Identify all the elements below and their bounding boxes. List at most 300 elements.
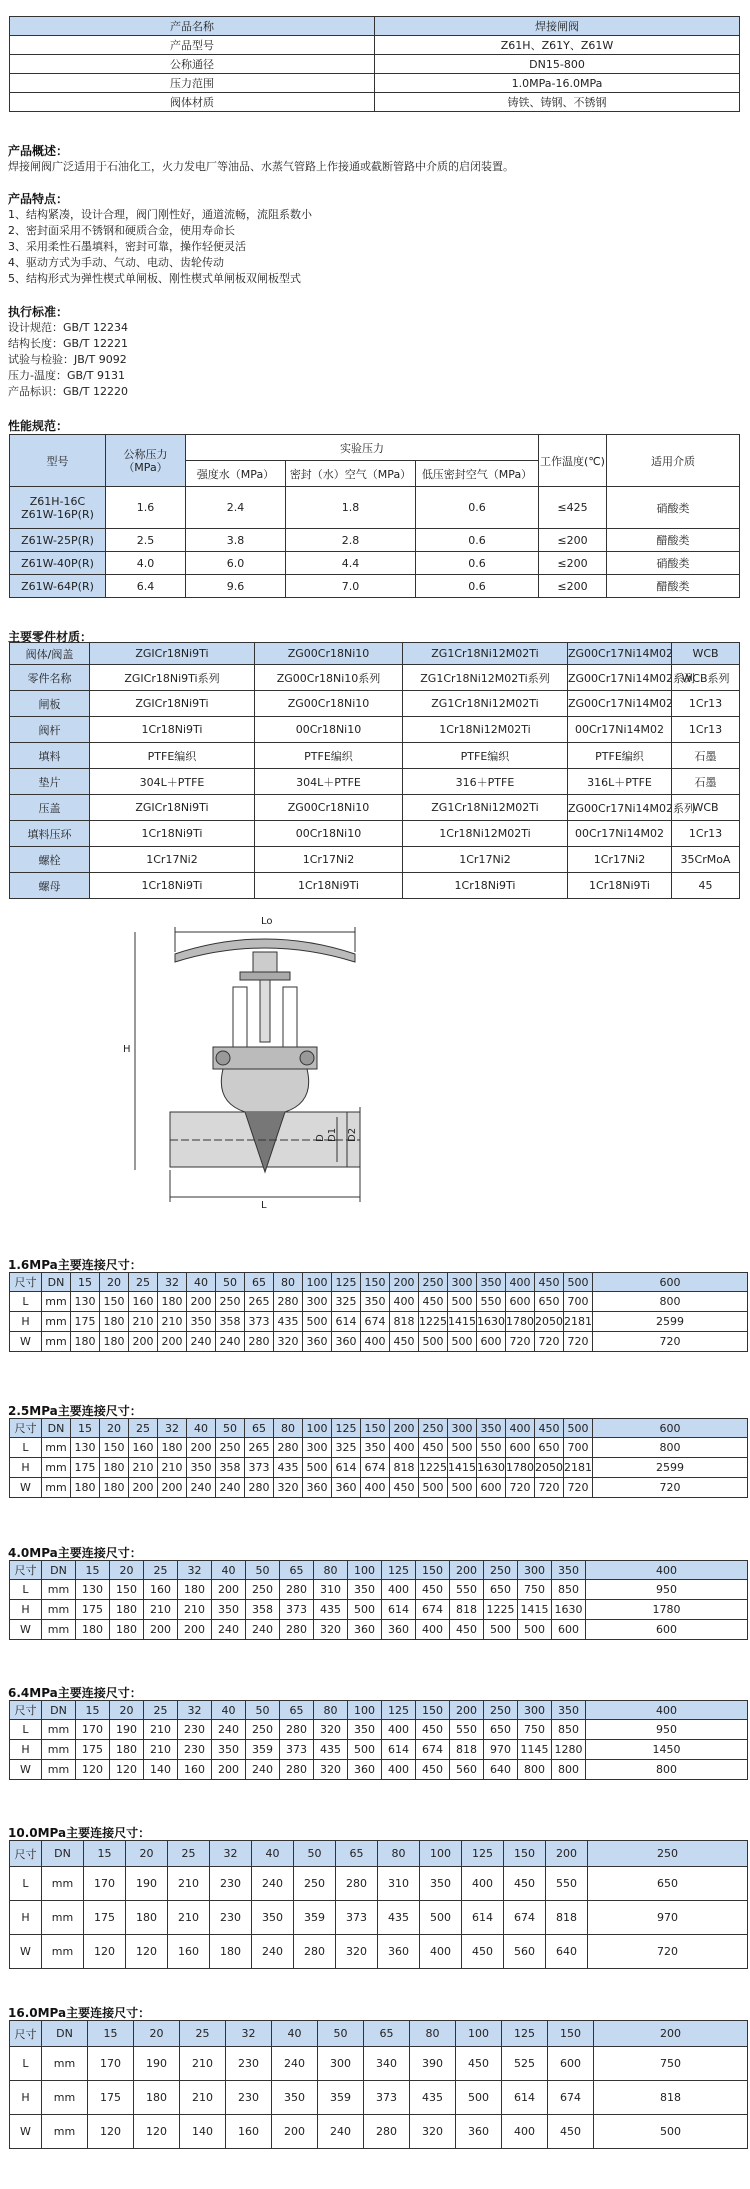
perf-cell: 硝酸类 bbox=[607, 487, 740, 529]
standard-item: 设计规范：GB/T 12234 bbox=[8, 321, 128, 334]
overview-section bbox=[8, 142, 738, 175]
dims-cell: 818 bbox=[594, 2081, 748, 2115]
dims-cell: 2181 bbox=[564, 1312, 593, 1332]
dims-row bbox=[10, 1312, 748, 1332]
dims-cell: 265 bbox=[245, 1438, 274, 1458]
dims-cell: 600 bbox=[586, 1620, 748, 1640]
dims-header-cell: 500 bbox=[564, 1273, 593, 1292]
perf-header-pn: 公称压力（MPa） bbox=[106, 435, 186, 487]
perf-model bbox=[10, 487, 106, 529]
dims-cell: 800 bbox=[586, 1760, 748, 1780]
dims-cell: mm bbox=[42, 1867, 84, 1901]
materials-cell: 1Cr17Ni2 bbox=[568, 847, 672, 873]
dims-cell: 720 bbox=[588, 1935, 748, 1969]
dims-cell: 435 bbox=[410, 2081, 456, 2115]
perf-cell: 0.6 bbox=[416, 552, 539, 575]
dims-cell: 1415 bbox=[518, 1600, 552, 1620]
standard-item: 产品标识：GB/T 12220 bbox=[8, 385, 128, 398]
dims-header-cell: 尺寸 bbox=[10, 2021, 42, 2047]
perf-cell: 6.4 bbox=[106, 575, 186, 598]
dims-row bbox=[10, 1580, 748, 1600]
materials-row bbox=[10, 691, 740, 717]
dims-header-cell: 80 bbox=[274, 1419, 303, 1438]
dims-cell: 180 bbox=[71, 1332, 100, 1352]
dims-cell: 180 bbox=[158, 1292, 187, 1312]
dims-cell: 500 bbox=[420, 1901, 462, 1935]
dims-cell: 525 bbox=[502, 2047, 548, 2081]
dims-cell: mm bbox=[42, 1292, 71, 1312]
drawing-label: D2 bbox=[347, 1127, 358, 1142]
dims-cell: 400 bbox=[420, 1935, 462, 1969]
dims-cell: 500 bbox=[448, 1478, 477, 1498]
dims-cell: 674 bbox=[548, 2081, 594, 2115]
dims-cell: 280 bbox=[245, 1478, 274, 1498]
dims-cell: 360 bbox=[332, 1332, 361, 1352]
dims-header-cell: 125 bbox=[332, 1273, 361, 1292]
feature-item: 1、结构紧凑，设计合理，阀门刚性好，通道流畅，流阻系数小 bbox=[8, 208, 312, 221]
perf-cell: 2.5 bbox=[106, 529, 186, 552]
materials-cell: 石墨 bbox=[672, 769, 740, 795]
dims-cell: 600 bbox=[548, 2047, 594, 2081]
dims-cell: 950 bbox=[586, 1580, 748, 1600]
standard-item: 结构长度：GB/T 12221 bbox=[8, 337, 128, 350]
dims-header-cell: 100 bbox=[348, 1701, 382, 1720]
dims-cell: 200 bbox=[212, 1760, 246, 1780]
dims-cell: 550 bbox=[450, 1720, 484, 1740]
dims-cell: 120 bbox=[76, 1760, 110, 1780]
dims-cell: 180 bbox=[110, 1620, 144, 1640]
dims-cell: 200 bbox=[178, 1620, 212, 1640]
dims-row bbox=[10, 1438, 748, 1458]
materials-cell: PTFE编织 bbox=[403, 743, 568, 769]
dims-cell: 320 bbox=[314, 1760, 348, 1780]
dims-cell: 400 bbox=[382, 1580, 416, 1600]
dims-header-cell: 50 bbox=[294, 1841, 336, 1867]
dims-cell: 550 bbox=[450, 1580, 484, 1600]
dims-cell: 180 bbox=[134, 2081, 180, 2115]
dims-cell: 970 bbox=[484, 1740, 518, 1760]
dims-cell: 950 bbox=[586, 1720, 748, 1740]
dims-cell: 130 bbox=[71, 1438, 100, 1458]
dims-cell: 210 bbox=[168, 1867, 210, 1901]
summary-row bbox=[10, 74, 740, 93]
dims-cell: L bbox=[10, 2047, 42, 2081]
dims-header-cell: 65 bbox=[280, 1561, 314, 1580]
overview-title: 产品概述： bbox=[8, 144, 69, 158]
materials-cell: 1Cr17Ni2 bbox=[255, 847, 403, 873]
dims-cell: 280 bbox=[364, 2115, 410, 2149]
summary-row bbox=[10, 55, 740, 74]
dims-cell: 210 bbox=[180, 2047, 226, 2081]
materials-part: 闸板 bbox=[10, 691, 90, 717]
dims-header-cell: 25 bbox=[144, 1701, 178, 1720]
dims-cell: 614 bbox=[382, 1740, 416, 1760]
dims-header-cell: 40 bbox=[212, 1561, 246, 1580]
dims-cell: 210 bbox=[144, 1740, 178, 1760]
dims-cell: 230 bbox=[210, 1901, 252, 1935]
dims-header-cell: 80 bbox=[274, 1273, 303, 1292]
dims-header-cell: 15 bbox=[84, 1841, 126, 1867]
dims-cell: 450 bbox=[548, 2115, 594, 2149]
dims-cell: 320 bbox=[336, 1935, 378, 1969]
dims-cell: 1225 bbox=[419, 1312, 448, 1332]
dims-cell: 190 bbox=[134, 2047, 180, 2081]
dims-cell: 280 bbox=[280, 1620, 314, 1640]
dims-title: 2.5MPa主要连接尺寸： bbox=[8, 1404, 142, 1418]
dims-header-cell: 25 bbox=[180, 2021, 226, 2047]
dims-cell: 240 bbox=[252, 1935, 294, 1969]
dims-cell: 180 bbox=[158, 1438, 187, 1458]
dims-cell: 350 bbox=[212, 1740, 246, 1760]
dims-cell: mm bbox=[42, 1458, 71, 1478]
dims-cell: 450 bbox=[416, 1720, 450, 1740]
summary-header-cell: 焊接闸阀 bbox=[375, 17, 740, 36]
dims-cell: H bbox=[10, 1600, 42, 1620]
perf-cell: 0.6 bbox=[416, 529, 539, 552]
dims-cell: 400 bbox=[416, 1620, 450, 1640]
dims-cell: 674 bbox=[504, 1901, 546, 1935]
perf-cell: 硝酸类 bbox=[607, 552, 740, 575]
dims-header-cell: 450 bbox=[535, 1273, 564, 1292]
dims-cell: 2050 bbox=[535, 1458, 564, 1478]
dims-cell: 230 bbox=[178, 1720, 212, 1740]
dims-cell: 450 bbox=[416, 1580, 450, 1600]
materials-row bbox=[10, 821, 740, 847]
overview-text: 焊接闸阀广泛适用于石油化工，火力发电厂等油品、水蒸气管路上作接通或截断管路中介质的启闭装置。 bbox=[8, 160, 514, 173]
dims-cell: 200 bbox=[158, 1478, 187, 1498]
dims-cell: 210 bbox=[180, 2081, 226, 2115]
perf-row bbox=[10, 552, 740, 575]
dims-cell: 175 bbox=[76, 1740, 110, 1760]
dims-header-cell: 200 bbox=[450, 1701, 484, 1720]
dims-cell: 800 bbox=[593, 1438, 748, 1458]
perf-model bbox=[10, 529, 106, 552]
dims-cell: 674 bbox=[416, 1740, 450, 1760]
dims-table bbox=[9, 1840, 748, 1969]
dims-header-cell: 32 bbox=[178, 1561, 212, 1580]
materials-cell: ZG00Cr18Ni10系列 bbox=[255, 665, 403, 691]
dims-cell: 560 bbox=[450, 1760, 484, 1780]
dims-cell: 800 bbox=[518, 1760, 552, 1780]
perf-cell: 醋酸类 bbox=[607, 575, 740, 598]
dims-cell: 614 bbox=[382, 1600, 416, 1620]
dims-cell: 250 bbox=[216, 1438, 245, 1458]
dims-row bbox=[10, 1720, 748, 1740]
dims-cell: mm bbox=[42, 1760, 76, 1780]
dims-header-cell: 400 bbox=[586, 1561, 748, 1580]
dims-header-cell: 300 bbox=[518, 1561, 552, 1580]
dims-cell: 280 bbox=[294, 1935, 336, 1969]
dims-header-cell: 32 bbox=[158, 1273, 187, 1292]
feature-item: 4、驱动方式为手动、气动、电动、齿轮传动 bbox=[8, 256, 224, 269]
materials-cell: 304L＋PTFE bbox=[255, 769, 403, 795]
dims-cell: W bbox=[10, 1478, 42, 1498]
dims-header-cell: 200 bbox=[390, 1273, 419, 1292]
dims-cell: 720 bbox=[506, 1478, 535, 1498]
materials-part: 螺母 bbox=[10, 873, 90, 899]
dims-cell: 700 bbox=[564, 1292, 593, 1312]
dims-cell: 310 bbox=[378, 1867, 420, 1901]
dims-header-cell: 350 bbox=[477, 1273, 506, 1292]
dims-cell: 500 bbox=[594, 2115, 748, 2149]
dims-cell: 500 bbox=[518, 1620, 552, 1640]
dims-cell: 240 bbox=[212, 1620, 246, 1640]
dims-header-cell: DN bbox=[42, 1701, 76, 1720]
dims-cell: 640 bbox=[484, 1760, 518, 1780]
dims-header-cell: 25 bbox=[168, 1841, 210, 1867]
dims-header-row bbox=[10, 1841, 748, 1867]
dims-cell: 500 bbox=[448, 1332, 477, 1352]
dims-cell: 500 bbox=[484, 1620, 518, 1640]
dims-header-cell: 400 bbox=[506, 1419, 535, 1438]
materials-row bbox=[10, 743, 740, 769]
dims-cell: 180 bbox=[100, 1478, 129, 1498]
dims-header-cell: 25 bbox=[144, 1561, 178, 1580]
dims-header-cell: 250 bbox=[419, 1419, 448, 1438]
dims-cell: 400 bbox=[361, 1332, 390, 1352]
dims-header-cell: 150 bbox=[504, 1841, 546, 1867]
perf-model-line: Z61W-25P(R) bbox=[21, 533, 94, 547]
dims-header-cell: DN bbox=[42, 2021, 88, 2047]
dims-cell: 310 bbox=[314, 1580, 348, 1600]
summary-row bbox=[10, 36, 740, 55]
dims-header-cell: 125 bbox=[382, 1561, 416, 1580]
dims-cell: 140 bbox=[180, 2115, 226, 2149]
perf-model bbox=[10, 575, 106, 598]
materials-cell: 1Cr18Ni9Ti bbox=[568, 873, 672, 899]
dims-header-cell: 50 bbox=[246, 1701, 280, 1720]
dims-header-cell: 125 bbox=[462, 1841, 504, 1867]
dims-header-cell: 65 bbox=[336, 1841, 378, 1867]
dims-cell: 240 bbox=[216, 1478, 245, 1498]
materials-cell: ZG1Cr18Ni12M02Ti系列 bbox=[403, 665, 568, 691]
dims-cell: W bbox=[10, 1760, 42, 1780]
dims-cell: 359 bbox=[318, 2081, 364, 2115]
dims-header-cell: 65 bbox=[280, 1701, 314, 1720]
dims-header-cell: 100 bbox=[456, 2021, 502, 2047]
dims-table bbox=[9, 2020, 748, 2149]
perf-row bbox=[10, 487, 740, 529]
perf-cell: 9.6 bbox=[186, 575, 286, 598]
summary-label: 产品型号 bbox=[10, 36, 375, 55]
dims-header-cell: 150 bbox=[361, 1419, 390, 1438]
dims-header-cell: 150 bbox=[548, 2021, 594, 2047]
feature-item: 2、密封面采用不锈钢和硬质合金，使用寿命长 bbox=[8, 224, 235, 237]
dims-cell: 240 bbox=[187, 1478, 216, 1498]
dims-header-cell: 250 bbox=[484, 1561, 518, 1580]
dims-header-cell: 50 bbox=[216, 1419, 245, 1438]
dims-cell: 650 bbox=[484, 1580, 518, 1600]
dims-header-cell: 125 bbox=[502, 2021, 548, 2047]
dims-header-cell: 250 bbox=[588, 1841, 748, 1867]
dims-header-cell: 50 bbox=[216, 1273, 245, 1292]
dims-cell: 1415 bbox=[448, 1312, 477, 1332]
dims-cell: 360 bbox=[348, 1760, 382, 1780]
drawing-label: L bbox=[261, 1200, 267, 1211]
dims-cell: 350 bbox=[187, 1312, 216, 1332]
materials-cell: 1Cr17Ni2 bbox=[403, 847, 568, 873]
dims-header-cell: 15 bbox=[76, 1701, 110, 1720]
dims-cell: 970 bbox=[588, 1901, 748, 1935]
dims-row bbox=[10, 2115, 748, 2149]
dims-cell: L bbox=[10, 1438, 42, 1458]
dims-header-cell: DN bbox=[42, 1419, 71, 1438]
dims-cell: 180 bbox=[71, 1478, 100, 1498]
dims-cell: 650 bbox=[484, 1720, 518, 1740]
dims-cell: 500 bbox=[419, 1478, 448, 1498]
dims-cell: 230 bbox=[226, 2081, 272, 2115]
dims-row bbox=[10, 1600, 748, 1620]
materials-header-cell: WCB bbox=[672, 643, 740, 665]
dims-cell: mm bbox=[42, 1901, 84, 1935]
dims-cell: 640 bbox=[546, 1935, 588, 1969]
dims-cell: 1780 bbox=[506, 1312, 535, 1332]
dims-cell: 160 bbox=[226, 2115, 272, 2149]
dims-cell: 350 bbox=[252, 1901, 294, 1935]
dims-cell: 250 bbox=[216, 1292, 245, 1312]
dims-cell: 500 bbox=[303, 1458, 332, 1478]
dims-cell: 200 bbox=[158, 1332, 187, 1352]
dims-header-cell: 40 bbox=[272, 2021, 318, 2047]
materials-part: 填料压环 bbox=[10, 821, 90, 847]
dims-cell: 614 bbox=[332, 1312, 361, 1332]
materials-row bbox=[10, 769, 740, 795]
dims-cell: 500 bbox=[456, 2081, 502, 2115]
dims-cell: 325 bbox=[332, 1438, 361, 1458]
dims-cell: 373 bbox=[280, 1600, 314, 1620]
dims-header-cell: 32 bbox=[226, 2021, 272, 2047]
dims-cell: 614 bbox=[332, 1458, 361, 1478]
materials-cell: 00Cr17Ni14M02 bbox=[568, 821, 672, 847]
dims-cell: 358 bbox=[216, 1458, 245, 1478]
dims-cell: 373 bbox=[280, 1740, 314, 1760]
dims-cell: 265 bbox=[245, 1292, 274, 1312]
materials-row bbox=[10, 795, 740, 821]
dims-title: 10.0MPa主要连接尺寸： bbox=[8, 1826, 151, 1840]
dims-row bbox=[10, 1867, 748, 1901]
perf-model-line: Z61W-16P(R) bbox=[21, 507, 94, 521]
summary-label: 阀体材质 bbox=[10, 93, 375, 112]
dims-header-row bbox=[10, 1701, 748, 1720]
dims-cell: mm bbox=[42, 1740, 76, 1760]
materials-cell: 316＋PTFE bbox=[403, 769, 568, 795]
dims-cell: 358 bbox=[216, 1312, 245, 1332]
dims-header-cell: 100 bbox=[303, 1273, 332, 1292]
materials-part: 阀杆 bbox=[10, 717, 90, 743]
summary-value: 1.0MPa-16.0MPa bbox=[375, 74, 740, 93]
dims-cell: 210 bbox=[129, 1458, 158, 1478]
dims-header-cell: 20 bbox=[134, 2021, 180, 2047]
dims-cell: 300 bbox=[318, 2047, 364, 2081]
materials-row bbox=[10, 665, 740, 691]
dims-cell: 2050 bbox=[535, 1312, 564, 1332]
perf-cell: 醋酸类 bbox=[607, 529, 740, 552]
dims-cell: 240 bbox=[212, 1720, 246, 1740]
dims-cell: 190 bbox=[126, 1867, 168, 1901]
dims-cell: 450 bbox=[504, 1867, 546, 1901]
dims-header-cell: 尺寸 bbox=[10, 1273, 42, 1292]
dims-cell: H bbox=[10, 2081, 42, 2115]
dims-cell: 550 bbox=[477, 1438, 506, 1458]
materials-cell: 1Cr18Ni12M02Ti bbox=[403, 717, 568, 743]
dims-header-cell: 50 bbox=[246, 1561, 280, 1580]
dims-cell: W bbox=[10, 2115, 42, 2149]
dims-cell: 230 bbox=[178, 1740, 212, 1760]
dims-cell: 720 bbox=[593, 1332, 748, 1352]
dims-cell: 280 bbox=[245, 1332, 274, 1352]
dims-header-cell: 100 bbox=[303, 1419, 332, 1438]
dims-header-cell: 500 bbox=[564, 1419, 593, 1438]
dims-cell: 500 bbox=[348, 1740, 382, 1760]
dims-cell: 180 bbox=[100, 1458, 129, 1478]
dims-header-cell: 20 bbox=[110, 1561, 144, 1580]
dims-cell: mm bbox=[42, 1720, 76, 1740]
dims-cell: 818 bbox=[450, 1600, 484, 1620]
dims-header-cell: 25 bbox=[129, 1273, 158, 1292]
dims-cell: L bbox=[10, 1580, 42, 1600]
dims-cell: 175 bbox=[84, 1901, 126, 1935]
dims-header-cell: 32 bbox=[178, 1701, 212, 1720]
dims-cell: 280 bbox=[274, 1292, 303, 1312]
dims-header-cell: 尺寸 bbox=[10, 1561, 42, 1580]
materials-cell: 1Cr18Ni9Ti bbox=[403, 873, 568, 899]
dims-cell: 450 bbox=[450, 1620, 484, 1640]
dims-cell: 180 bbox=[76, 1620, 110, 1640]
dims-cell: 1280 bbox=[552, 1740, 586, 1760]
dims-cell: 500 bbox=[303, 1312, 332, 1332]
materials-row bbox=[10, 873, 740, 899]
dims-cell: 600 bbox=[477, 1478, 506, 1498]
perf-cell: 2.4 bbox=[186, 487, 286, 529]
dims-cell: 350 bbox=[212, 1600, 246, 1620]
dims-cell: 800 bbox=[593, 1292, 748, 1312]
valve-drawing bbox=[115, 912, 385, 1230]
feature-item: 5、结构形式为弹性楔式单闸板、刚性楔式单闸板双闸板型式 bbox=[8, 272, 301, 285]
dims-cell: 230 bbox=[210, 1867, 252, 1901]
dims-header-cell: 80 bbox=[314, 1701, 348, 1720]
dims-header-cell: 32 bbox=[158, 1419, 187, 1438]
standard-item: 试验与检验：JB/T 9092 bbox=[8, 353, 127, 366]
dims-cell: 359 bbox=[246, 1740, 280, 1760]
dims-cell: 160 bbox=[178, 1760, 212, 1780]
dims-cell: 450 bbox=[390, 1478, 419, 1498]
dims-header-cell: 300 bbox=[448, 1273, 477, 1292]
dims-cell: 240 bbox=[187, 1332, 216, 1352]
dims-cell: 400 bbox=[390, 1438, 419, 1458]
materials-part: 垫片 bbox=[10, 769, 90, 795]
dims-header-cell: 20 bbox=[100, 1273, 129, 1292]
dims-cell: 818 bbox=[450, 1740, 484, 1760]
summary-label: 公称通径 bbox=[10, 55, 375, 74]
summary-row bbox=[10, 93, 740, 112]
dims-cell: H bbox=[10, 1740, 42, 1760]
dims-cell: 500 bbox=[448, 1438, 477, 1458]
dims-cell: 210 bbox=[144, 1720, 178, 1740]
dims-header-cell: 40 bbox=[187, 1419, 216, 1438]
dims-cell: 750 bbox=[518, 1720, 552, 1740]
perf-header-seal: 密封（水）空气（MPa） bbox=[286, 461, 416, 487]
dims-cell: 1780 bbox=[586, 1600, 748, 1620]
dims-cell: 373 bbox=[364, 2081, 410, 2115]
dims-cell: 360 bbox=[456, 2115, 502, 2149]
dims-cell: W bbox=[10, 1935, 42, 1969]
perf-model bbox=[10, 552, 106, 575]
dims-cell: 160 bbox=[129, 1438, 158, 1458]
materials-cell: PTFE编织 bbox=[568, 743, 672, 769]
dims-cell: 350 bbox=[187, 1458, 216, 1478]
dims-cell: 650 bbox=[535, 1438, 564, 1458]
perf-cell: 1.8 bbox=[286, 487, 416, 529]
